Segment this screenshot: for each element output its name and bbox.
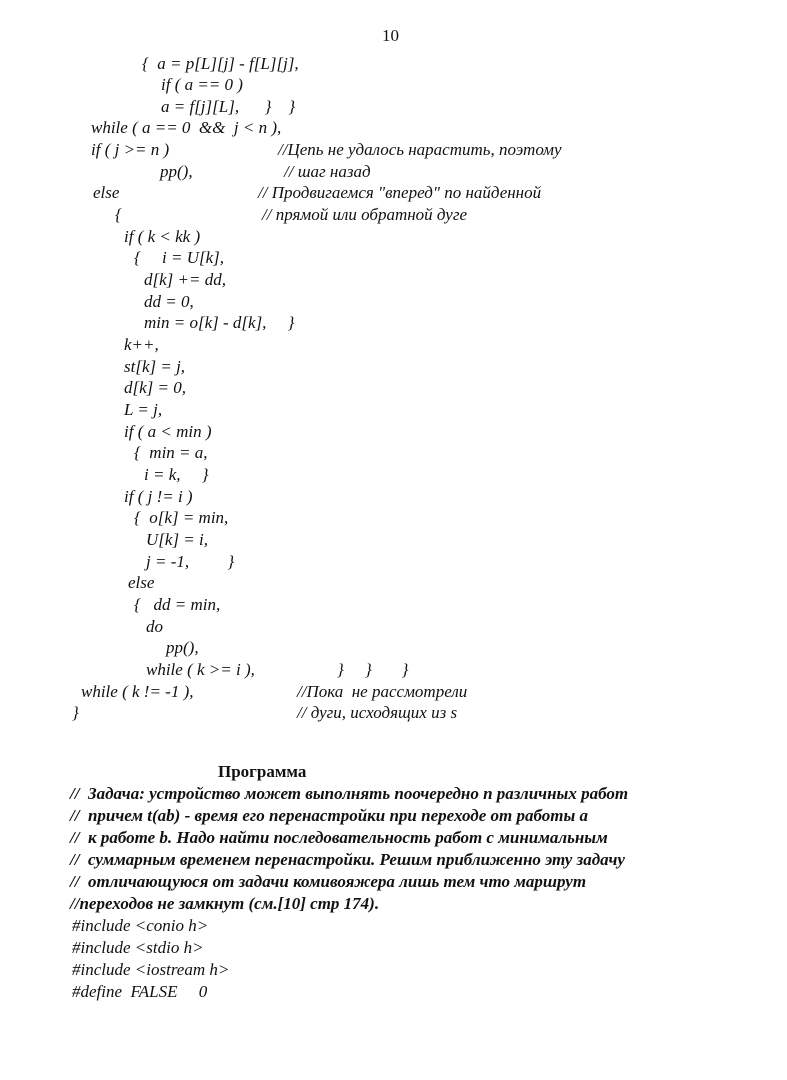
code-comment: //Пока не рассмотрели bbox=[297, 682, 468, 701]
description-line: // причем t(ab) - время его перенастройки при переходе от работы a bbox=[70, 806, 589, 825]
code-line: while ( k != -1 ), bbox=[81, 682, 194, 701]
description-line: // суммарным временем перенастройки. Решим приближенно эту задачу bbox=[70, 850, 625, 869]
code-comment: // шаг назад bbox=[284, 162, 371, 181]
code-line: if ( k < kk ) bbox=[124, 227, 201, 246]
code-line: { i = U[k], bbox=[134, 248, 225, 267]
code-line: { bbox=[115, 205, 122, 224]
code-line: d[k] = 0, bbox=[124, 378, 186, 397]
code-line: if ( j >= n ) bbox=[91, 140, 170, 159]
include-line: #include <iostream h> bbox=[72, 960, 230, 979]
code-line: min = o[k] - d[k], } bbox=[144, 313, 295, 332]
program-heading: Программа bbox=[218, 762, 307, 781]
code-line: { o[k] = min, bbox=[134, 508, 229, 527]
code-line: { min = a, bbox=[134, 443, 208, 462]
include-line: #include <conio h> bbox=[72, 916, 209, 935]
code-line: st[k] = j, bbox=[124, 357, 186, 376]
code-line: pp(), bbox=[166, 638, 199, 657]
code-line: U[k] = i, bbox=[146, 530, 208, 549]
description-line: // отличающуюся от задачи комивояжера лишь тем что маршрут bbox=[70, 872, 587, 891]
code-comment: // Продвигаемся "вперед" по найденной bbox=[258, 183, 542, 202]
code-line: else bbox=[93, 183, 120, 202]
code-line: if ( j != i ) bbox=[124, 487, 193, 506]
code-line: d[k] += dd, bbox=[144, 270, 226, 289]
code-comment: // дуги, исходящих из s bbox=[297, 703, 458, 722]
code-line: i = k, } bbox=[144, 465, 209, 484]
code-line: a = f[j][L], } } bbox=[161, 97, 296, 116]
code-line: { dd = min, bbox=[134, 595, 221, 614]
code-line: k++, bbox=[124, 335, 159, 354]
code-line: } bbox=[72, 703, 79, 722]
code-line: else bbox=[128, 573, 155, 592]
code-line: if ( a == 0 ) bbox=[161, 75, 243, 94]
include-line: #include <stdio h> bbox=[72, 938, 204, 957]
code-line: while ( a == 0 && j < n ), bbox=[91, 118, 282, 137]
code-comment: } } } bbox=[337, 660, 409, 679]
code-line: while ( k >= i ), bbox=[146, 660, 255, 679]
code-line: pp(), bbox=[160, 162, 193, 181]
description-line: // к работе b. Надо найти последовательность работ с минимальным bbox=[70, 828, 608, 847]
code-line: { a = p[L][j] - f[L][j], bbox=[142, 54, 299, 73]
page-number: 10 bbox=[382, 26, 399, 45]
description-line: //переходов не замкнут (см.[10] стр 174). bbox=[70, 894, 380, 913]
code-line: L = j, bbox=[124, 400, 163, 419]
code-comment: // прямой или обратной дуге bbox=[262, 205, 468, 224]
include-line: #define FALSE 0 bbox=[72, 982, 208, 1001]
code-line: j = -1, } bbox=[146, 552, 235, 571]
code-line: if ( a < min ) bbox=[124, 422, 212, 441]
code-comment: //Цепь не удалось нарастить, поэтому bbox=[278, 140, 562, 159]
code-line: dd = 0, bbox=[144, 292, 194, 311]
code-line: do bbox=[146, 617, 163, 636]
description-line: // Задача: устройство может выполнять поочередно n различных работ bbox=[70, 784, 629, 803]
